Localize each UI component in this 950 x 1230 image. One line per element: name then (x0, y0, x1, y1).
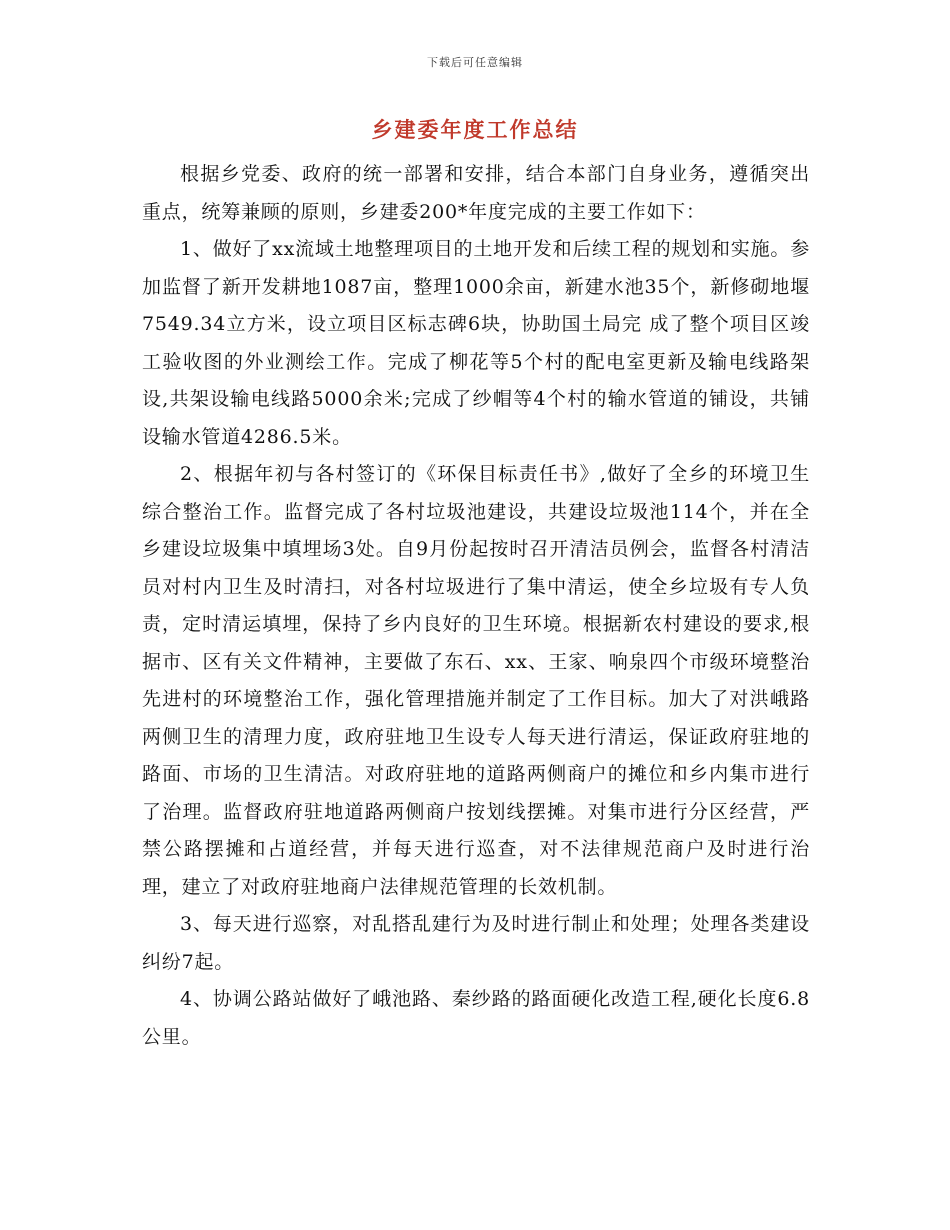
header-note: 下载后可任意编辑 (427, 56, 523, 69)
paragraph-item-2: 2、根据年初与各村签订的《环保目标责任书》,做好了全乡的环境卫生综合整治工作。监督完成了各村垃圾池建设，共建设垃圾池114个，并在全乡建设垃圾集中填埋场3处。自9月份起按时召开清洁员例会，监督各村清洁员对村内卫生及时清扫，对各村垃圾进行了集中清运，使全乡垃圾有专人负责，定时清运填埋，保持了乡内良好的卫生环境。根据新农村建设的要求,根据市、区有关文件精神，主要做了东石、xx、王家、响泉四个市级环境整治先进村的环境整治工作，强化管理措施并制定了工作目标。加大了对洪峨路两侧卫生的清理力度，政府驻地卫生设专人每天进行清运，保证政府驻地的路面、市场的卫生清洁。对政府驻地的道路两侧商户的摊位和乡内集市进行了治理。监督政府驻地道路两侧商户按划线摆摊。对集市进行分区经营，严禁公路摆摊和占道经营，并每天进行巡查，对不法律规范商户及时进行治理，建立了对政府驻地商户法律规范管理的长效机制。 (142, 463, 810, 898)
paragraph-intro: 根据乡党委、政府的统一部署和安排，结合本部门自身业务，遵循突出重点，统筹兼顾的原则，乡建委200*年度完成的主要工作如下： (142, 163, 810, 223)
document-title: 乡建委年度工作总结 (371, 117, 579, 142)
document-body (142, 156, 810, 1056)
paragraph-item-4: 4、协调公路站做好了峨池路、秦纱路的路面硬化改造工程,硬化长度6.8公里。 (142, 988, 810, 1048)
paragraph-item-1: 1、做好了xx流域土地整理项目的土地开发和后续工程的规划和实施。参加监督了新开发耕地1087亩，整理1000余亩，新建水池35个，新修砌地堰7549.34立方米，设立项目区标志碑6块，协助国土局完 成了整个项目区竣工验收图的外业测绘工作。完成了柳花等5个村的配电室更新及输电线路架设,共架设输电线路5000余米;完成了纱帽等4个村的输水管道的铺设，共铺设输水管道4286.5米。 (142, 238, 810, 448)
paragraph-item-3: 3、每天进行巡察，对乱搭乱建行为及时进行制止和处理；处理各类建设纠纷7起。 (142, 913, 810, 973)
